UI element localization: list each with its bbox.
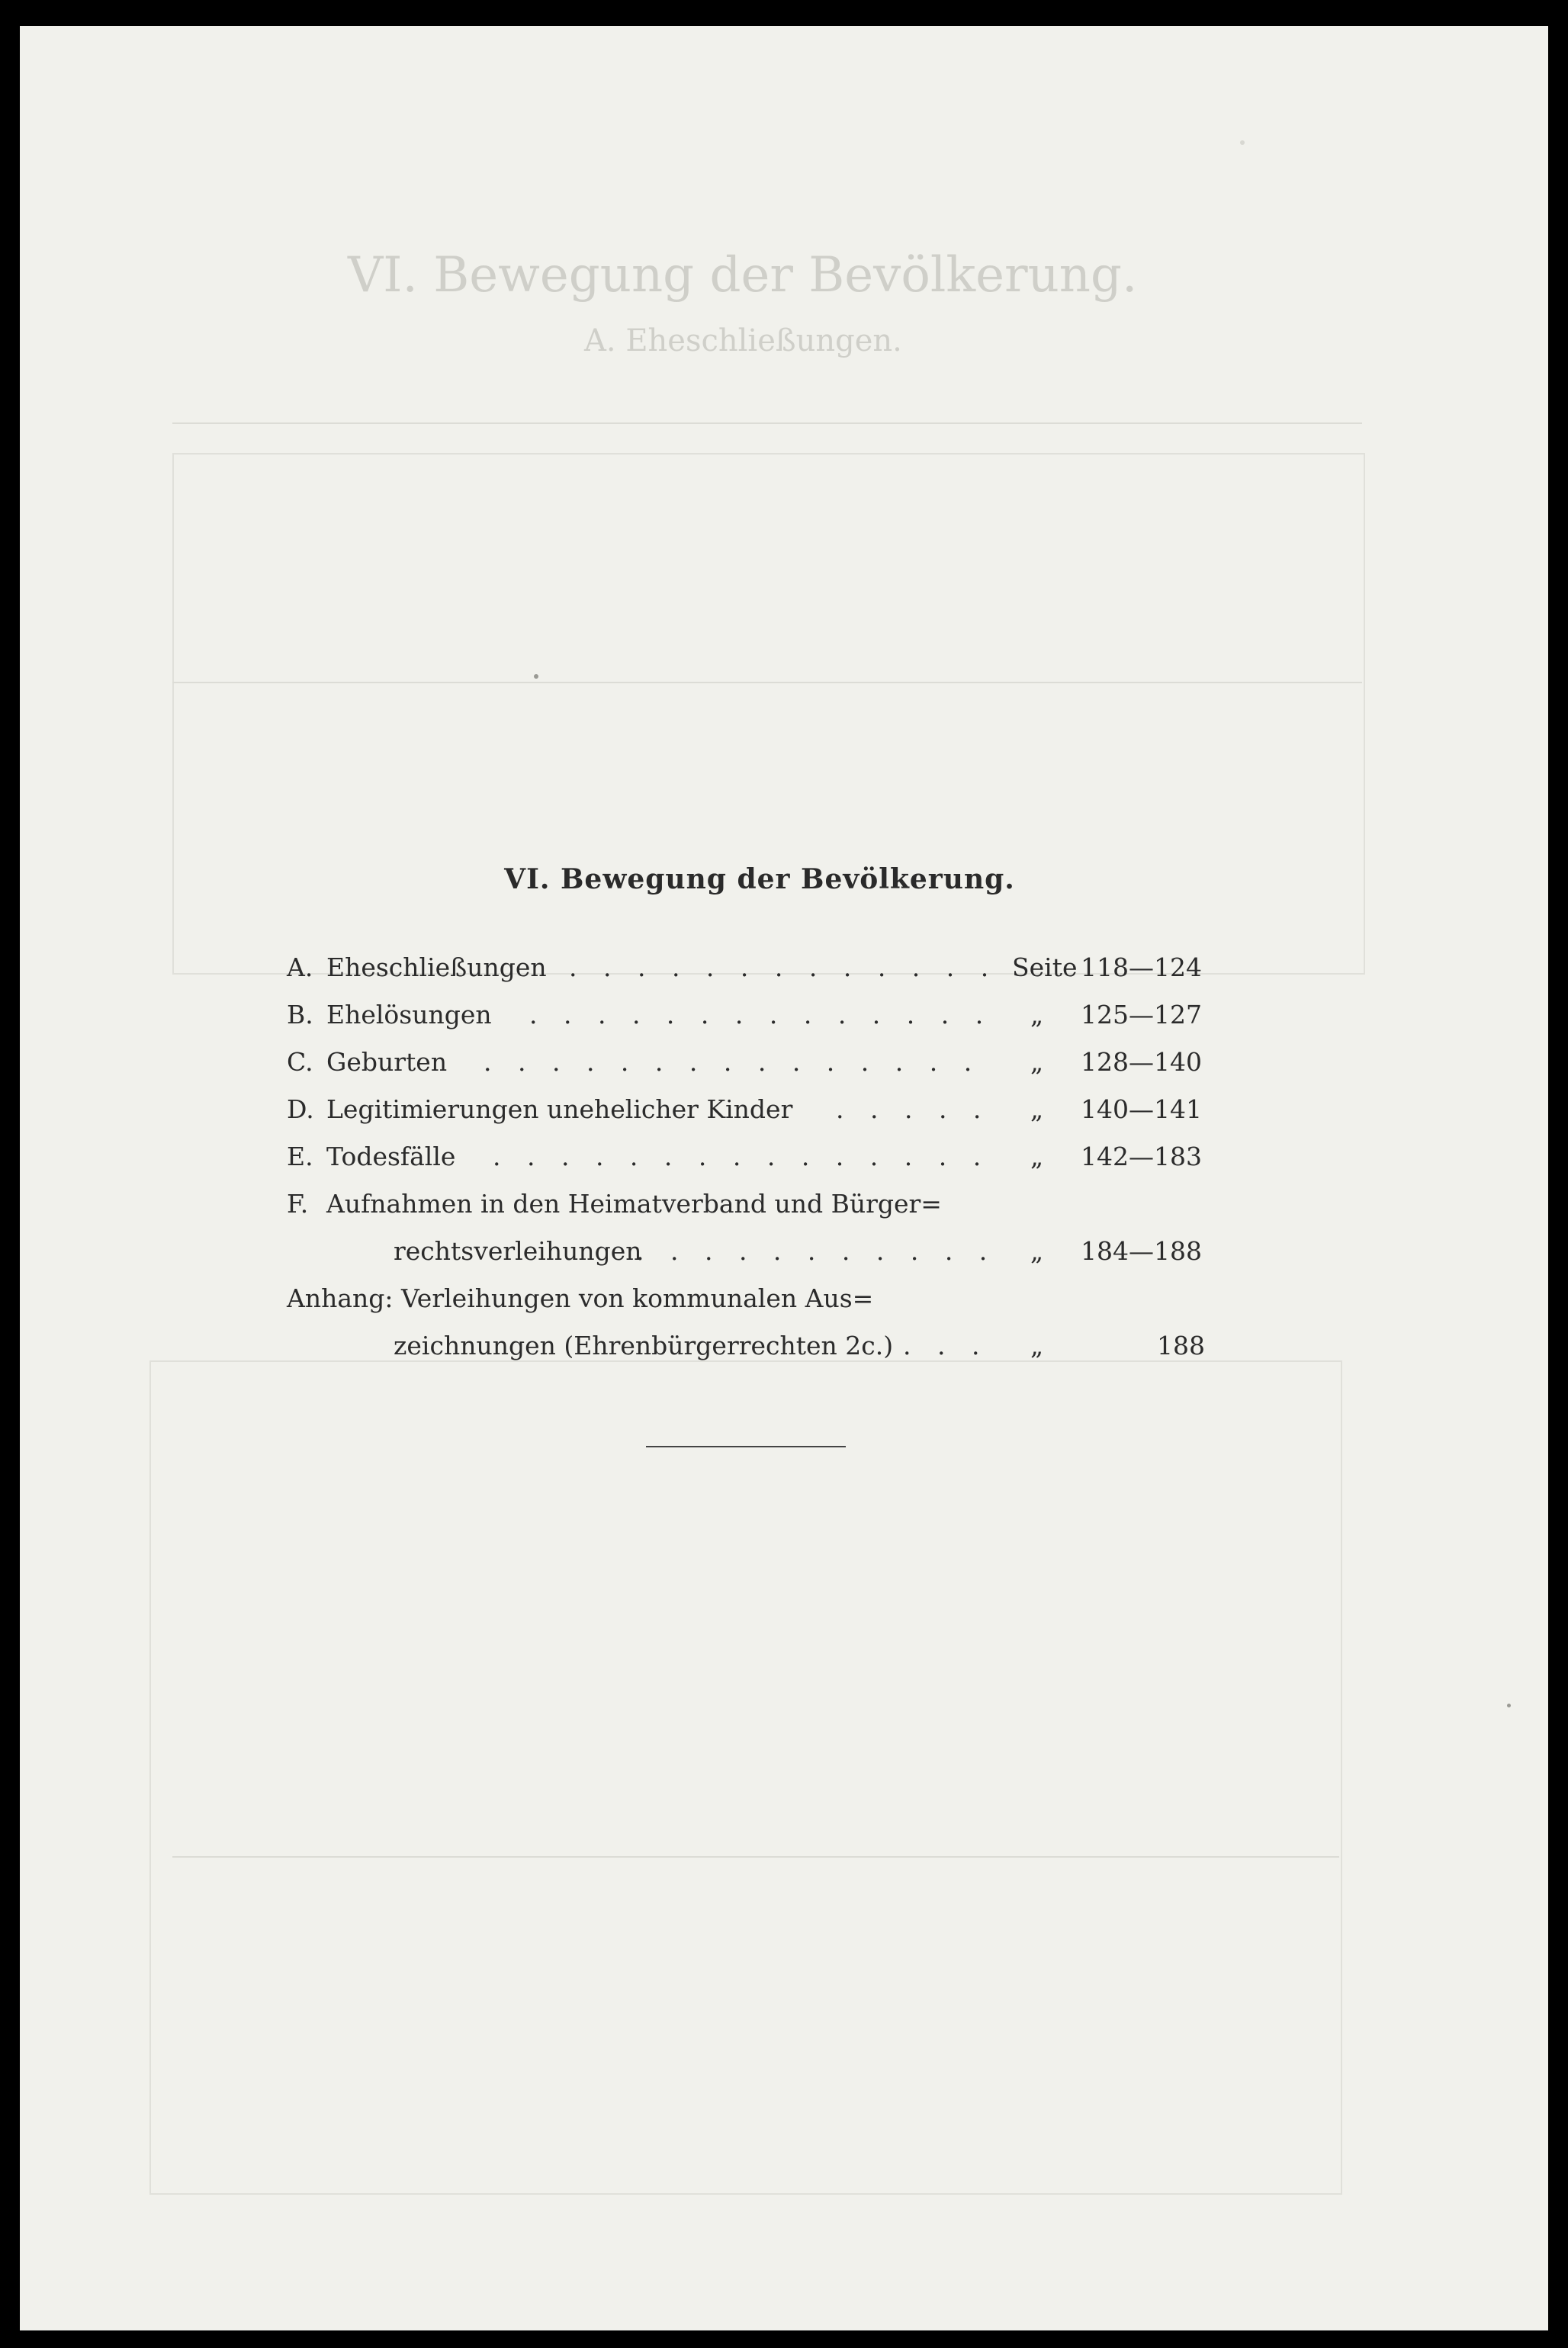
toc-label: rechtsverleihungen [394, 1236, 642, 1266]
toc-ditto: „ [1030, 1094, 1044, 1124]
show-through-rule-3 [172, 1856, 1339, 1858]
paper-speck [1240, 140, 1245, 145]
paper-speck [534, 674, 538, 679]
show-through-table-top [172, 453, 1365, 975]
toc-pages: 142—183 [1081, 1142, 1202, 1171]
toc-ditto: „ [1030, 1142, 1044, 1171]
toc-leader-dots: . . . . . [836, 1094, 991, 1124]
toc-seite: Seite [1012, 952, 1078, 982]
toc-label: Anhang: Verleihungen von kommunalen Aus= [287, 1283, 874, 1313]
show-through-title: VI. Bewegung der Bevölkerung. [348, 247, 1138, 304]
toc-leader-dots: . . . . . . . . . . . [636, 1236, 997, 1266]
table-of-contents [287, 944, 1217, 1370]
toc-pages: 140—141 [1081, 1094, 1202, 1124]
toc-ditto: „ [1030, 1331, 1044, 1360]
toc-label: Aufnahmen in den Heimatverband und Bürger= [326, 1189, 942, 1219]
toc-pages: 125—127 [1081, 1000, 1202, 1029]
toc-letter: B. [287, 1000, 313, 1029]
toc-leader-dots: . . . . . . . . . . . . . . . [484, 1047, 982, 1077]
section-heading: VI. Bewegung der Bevölkerung. [504, 863, 1015, 895]
toc-row-f-continued [287, 1228, 1217, 1275]
toc-row-anhang [287, 1275, 1217, 1322]
show-through-table-bottom [149, 1360, 1342, 2195]
toc-pages: 188 [1157, 1331, 1205, 1360]
toc-leader-dots: . . . [903, 1331, 989, 1360]
toc-row-b [287, 991, 1217, 1039]
toc-letter: D. [287, 1094, 314, 1124]
toc-pages: 118—124 [1081, 952, 1202, 982]
toc-leader-dots: . . . . . . . . . . . . . . . [493, 1142, 991, 1171]
toc-row-e [287, 1133, 1217, 1180]
toc-ditto: „ [1030, 1047, 1044, 1077]
toc-row-d [287, 1086, 1217, 1133]
toc-row-anhang-continued [287, 1322, 1217, 1370]
toc-pages: 128—140 [1081, 1047, 1202, 1077]
toc-letter: C. [287, 1047, 313, 1077]
toc-label: zeichnungen (Ehrenbürgerrechten 2c.) [394, 1331, 894, 1360]
toc-letter: A. [287, 952, 313, 982]
toc-ditto: „ [1030, 1236, 1044, 1266]
show-through-subtitle: A. Eheschließungen. [584, 323, 902, 358]
toc-label: Ehelösungen [326, 1000, 492, 1029]
show-through-rule-2 [172, 682, 1362, 683]
toc-row-c [287, 1039, 1217, 1086]
toc-label: Todesfälle [326, 1142, 456, 1171]
toc-pages: 184—188 [1081, 1236, 1202, 1266]
toc-leader-dots: . . . . . . . . . . . . . . [529, 1000, 993, 1029]
toc-label: Eheschließungen [326, 952, 547, 982]
toc-letter: F. [287, 1189, 309, 1219]
show-through-rule [172, 422, 1362, 424]
toc-row-f [287, 1180, 1217, 1228]
paper-speck [1507, 1704, 1511, 1707]
toc-ditto: „ [1030, 1000, 1044, 1029]
toc-label: Legitimierungen unehelicher Kinder [326, 1094, 793, 1124]
toc-letter: E. [287, 1142, 313, 1171]
toc-leader-dots: . . . . . . . . . . . . . [569, 952, 998, 982]
document-page [20, 26, 1548, 2330]
toc-label: Geburten [326, 1047, 448, 1077]
toc-row-a [287, 944, 1217, 991]
closing-rule [646, 1446, 846, 1447]
